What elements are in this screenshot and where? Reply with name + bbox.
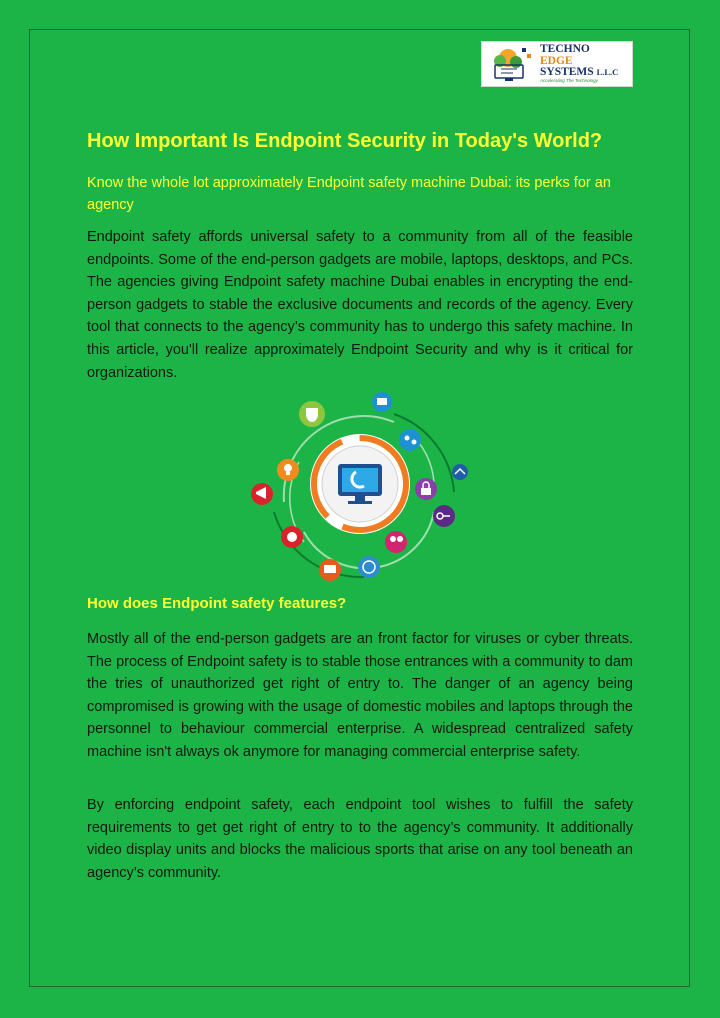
key-icon — [433, 505, 455, 527]
chart-icon — [399, 429, 421, 451]
logo-wordmark — [540, 44, 618, 79]
endpoint-security-illustration — [244, 392, 476, 589]
firewall-icon — [281, 526, 303, 548]
network-icon — [372, 392, 392, 412]
company-logo[interactable] — [481, 41, 633, 87]
intro-paragraph: Endpoint safety affords universal safety to a community from all of the feasible endpoints. Some of the end-person gadgets are mobile, laptops, desktops, and PCs. The agencies giving Endpoint safety machine Dubai enables in encrypting the end-person gadgets to stable the exclusive documents and records of the agency. Every tool that connects to the agency’s community has to undergo this safety machine. In this article, you'll realize approximately Endpoint Security and why is it critical for organizations. — [87, 229, 633, 381]
logo-line-3: SYSTEMS — [540, 66, 594, 78]
section-paragraph-2: By enforcing endpoint safety, each endpoint tool wishes to fulfill the safety requirements to get get right of entry to to the agency’s community. It additionally video display units and blocks the malicious sports that arise on any tool beneath an agency’s community. — [87, 797, 633, 881]
article-title: How Important Is Endpoint Security in Today's World? — [87, 130, 603, 152]
section-heading: How does Endpoint safety features? — [87, 595, 347, 612]
logo-tagline: Accelerating The Technology — [540, 78, 598, 83]
laptop-icon — [319, 559, 341, 581]
megaphone-icon — [251, 483, 273, 505]
cloud-icon — [452, 464, 468, 480]
article-subtitle: Know the whole lot approximately Endpoint safety machine Dubai: its perks for an agency — [87, 175, 611, 213]
lightbulb-icon — [277, 459, 299, 481]
logo-suffix: L.L.C — [596, 67, 619, 77]
logo-mark-icon — [486, 45, 536, 85]
logo-line-1: TECHNO — [540, 43, 590, 55]
users-icon — [385, 531, 407, 553]
section-paragraph-1: Mostly all of the end-person gadgets are an front factor for viruses or cyber threats. The process of Endpoint safety is to stable those entrances with a community to dam the tries of unauthorized get right of entry to. The danger of an agency being compromised is growing with the usage of domestic mobiles and laptops through the personnel to behaviour commercial enterprise. A widespread centralized safety machine isn't always ok anymore for managing commercial enterprise safety. — [87, 631, 633, 760]
logo-line-2: EDGE — [540, 54, 573, 67]
shield-icon — [299, 401, 325, 427]
globe-icon — [358, 556, 380, 578]
lock-icon — [415, 478, 437, 500]
